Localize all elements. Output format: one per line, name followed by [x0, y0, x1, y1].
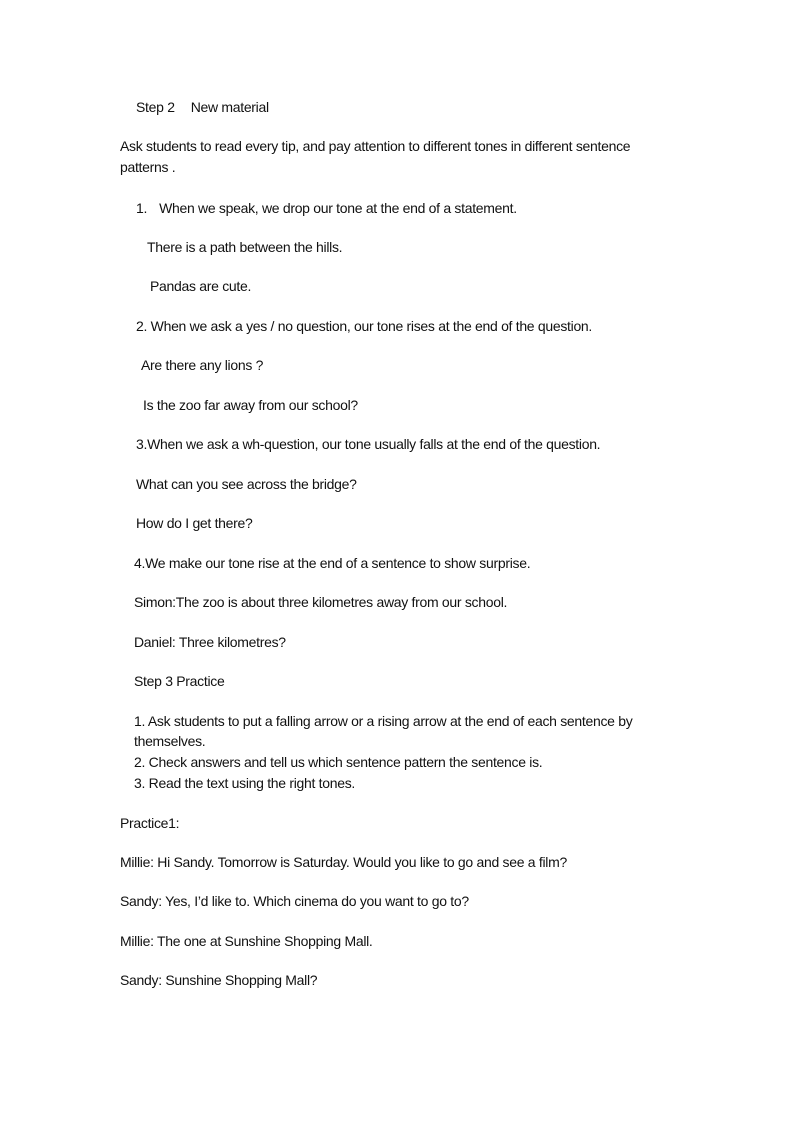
step2-heading [136, 97, 269, 117]
intro-line-2: patterns . [120, 159, 176, 175]
practice1-dialogue-4: Sandy: Sunshine Shopping Mall? [120, 972, 318, 988]
tip-3-example-1: What can you see across the bridge? [136, 476, 357, 492]
tip-1-text: When we speak, we drop our tone at the end of a statement. [159, 200, 517, 216]
tip-3: 3.When we ask a wh-question, our tone usually falls at the end of the question. [136, 436, 601, 452]
tip-4: 4.We make our tone rise at the end of a sentence to show surprise. [134, 555, 531, 571]
tip-2-example-2: Is the zoo far away from our school? [143, 397, 358, 413]
step2-label: Step 2 [136, 99, 175, 115]
tip-1-example-2: Pandas are cute. [150, 278, 252, 294]
step3-heading: Step 3 Practice [134, 673, 225, 689]
step3-item-3: 3. Read the text using the right tones. [134, 775, 356, 791]
step2-title: New material [190, 99, 269, 115]
tip-4-example-2: Daniel: Three kilometres? [134, 634, 286, 650]
practice1-dialogue-2: Sandy: Yes, I’d like to. Which cinema do you want to go to? [120, 893, 469, 909]
practice1-heading: Practice1: [120, 815, 180, 831]
tip-1-number: 1. [136, 200, 148, 216]
tip-1-example-1: There is a path between the hills. [147, 239, 343, 255]
step3-item-1-line-1: 1. Ask students to put a falling arrow or a rising arrow at the end of each sentence by [134, 713, 633, 729]
practice1-dialogue-1: Millie: Hi Sandy. Tomorrow is Saturday. Would you like to go and see a film? [120, 854, 567, 870]
practice1-dialogue-3: Millie: The one at Sunshine Shopping Mall. [120, 933, 373, 949]
step3-item-2: 2. Check answers and tell us which sentence pattern the sentence is. [134, 754, 543, 770]
tip-1 [136, 198, 517, 218]
step3-item-1-line-2: themselves. [134, 733, 206, 749]
tip-2-example-1: Are there any lions ? [141, 357, 264, 373]
intro-line-1: Ask students to read every tip, and pay attention to different tones in different sentence [120, 138, 631, 154]
tip-4-example-1: Simon:The zoo is about three kilometres away from our school. [134, 594, 508, 610]
tip-2: 2. When we ask a yes / no question, our tone rises at the end of the question. [136, 318, 593, 334]
tip-3-example-2: How do I get there? [136, 515, 253, 531]
